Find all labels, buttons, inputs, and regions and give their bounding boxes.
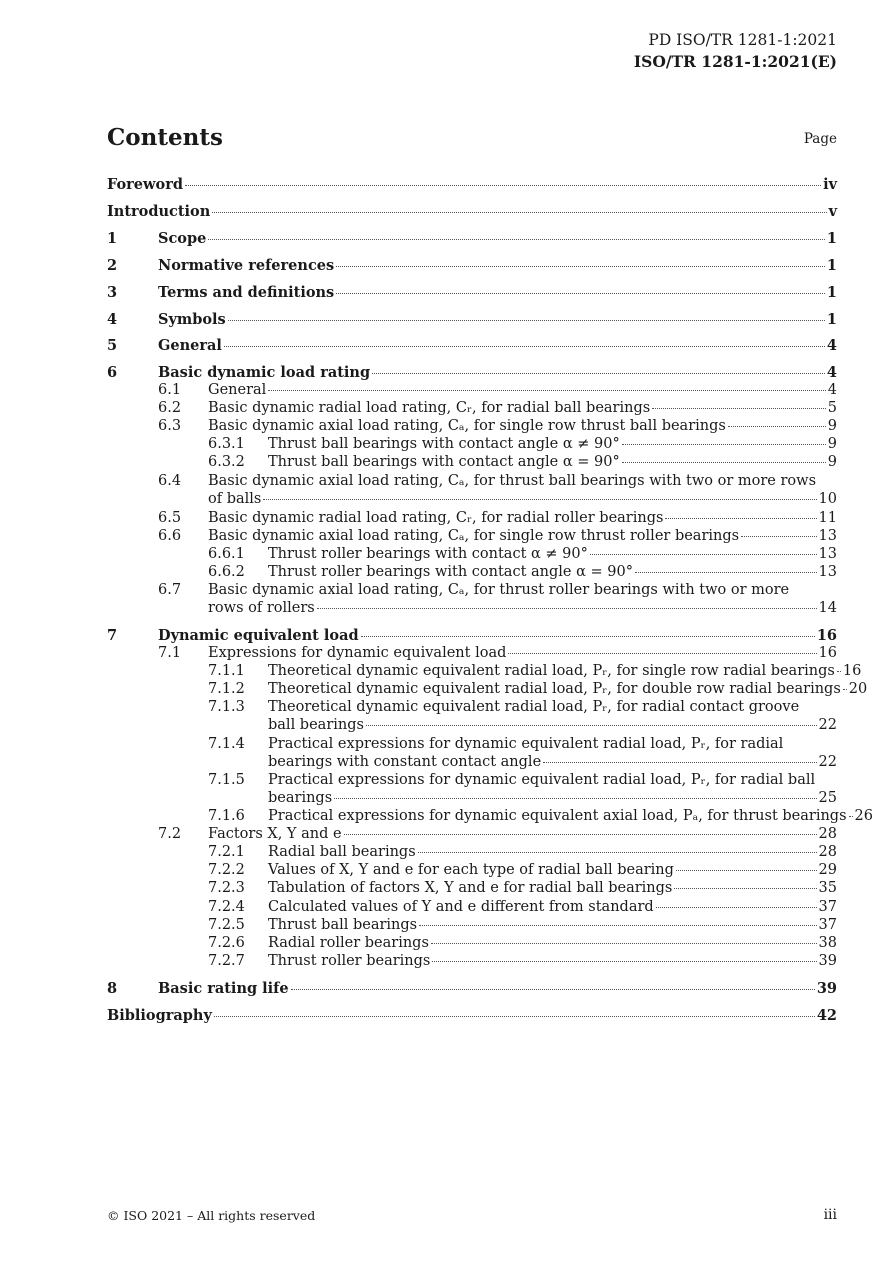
dot-leader	[361, 636, 815, 637]
dot-leader	[185, 185, 821, 186]
toc-entry-page: 38	[818, 935, 837, 951]
toc-entry-page: 37	[818, 899, 837, 915]
toc-entry-number: 6.4	[158, 473, 182, 489]
toc-entry[interactable]	[0, 363, 892, 382]
toc-entry-page: 1	[826, 230, 837, 247]
toc-entry-continuation[interactable]	[0, 716, 892, 735]
toc-entry-page: 14	[818, 600, 837, 616]
toc-entry[interactable]	[0, 680, 892, 699]
toc-entry-continuation[interactable]	[0, 490, 892, 509]
dot-leader	[652, 408, 826, 409]
toc-entry-page: 1	[826, 284, 837, 301]
dot-leader	[543, 762, 816, 763]
toc-entry-number: 2	[107, 257, 118, 274]
toc-entry-continuation[interactable]	[0, 599, 892, 618]
toc-entry-label: Practical expressions for dynamic equivalent radial load, Pᵣ, for radial ball	[268, 772, 816, 788]
dot-leader	[431, 943, 817, 944]
toc-entry-number: 7.2.2	[208, 862, 245, 878]
dot-leader	[336, 293, 825, 294]
toc-entry-label-continued: of balls	[208, 491, 262, 507]
toc-entry-page: 11	[818, 510, 837, 526]
toc-entry-label: Foreword	[107, 176, 183, 193]
toc-entry-page: 22	[818, 717, 837, 733]
toc-entry-number: 6.1	[158, 382, 182, 398]
toc-entry[interactable]	[0, 563, 892, 582]
toc-entry-number: 6.3.1	[208, 436, 245, 452]
dot-leader	[674, 888, 816, 889]
toc-entry-number: 4	[107, 311, 118, 328]
toc-entry-page: 5	[827, 400, 837, 416]
toc-entry-label-continued: ball bearings	[268, 717, 364, 733]
toc-entry-number: 7.1.1	[208, 663, 245, 679]
dot-leader	[622, 444, 826, 445]
toc-entry-page: 37	[818, 917, 837, 933]
toc-entry-label: General	[158, 337, 222, 354]
toc-entry-label: Thrust ball bearings with contact angle α ≠ 90°	[268, 436, 620, 452]
dot-leader	[656, 907, 817, 908]
page-column-label: Page	[803, 131, 837, 147]
toc-entry-label: Practical expressions for dynamic equivalent axial load, Pₐ, for thrust bearings	[268, 808, 847, 824]
dot-leader	[676, 870, 817, 871]
toc-entry-label: Basic dynamic axial load rating, Cₐ, for single row thrust roller bearings	[208, 528, 740, 544]
toc-entry-label: Terms and definitions	[158, 284, 335, 301]
copyright-notice: © ISO 2021 – All rights reserved	[107, 1208, 316, 1223]
toc-entry-page: 39	[818, 953, 837, 969]
toc-entry[interactable]	[0, 381, 892, 400]
toc-entry-label: Bibliography	[107, 1007, 212, 1024]
toc-entry-number: 6.6.1	[208, 546, 245, 562]
toc-entry-label-continued: bearings	[268, 790, 333, 806]
toc-entry-page: 22	[818, 754, 837, 770]
toc-entry[interactable]	[0, 807, 892, 826]
toc-entry-page: 20	[848, 681, 868, 697]
toc-entry-page: 1	[826, 257, 837, 274]
toc-entry-number: 7.1.3	[208, 699, 245, 715]
toc-entry-page: 16	[818, 645, 837, 661]
toc-entry-number: 6.3	[158, 418, 182, 434]
dot-leader	[432, 961, 816, 962]
toc-entry-label: General	[208, 382, 267, 398]
dot-leader	[228, 320, 825, 321]
toc-entry-label: Basic dynamic radial load rating, Cᵣ, for radial roller bearings	[208, 510, 664, 526]
toc-entry-number: 6.7	[158, 582, 182, 598]
toc-entry-number: 7.1.5	[208, 772, 245, 788]
toc-entry[interactable]	[0, 735, 892, 754]
toc-entry-label: Thrust roller bearings	[268, 953, 431, 969]
toc-entry-number: 6.2	[158, 400, 182, 416]
toc-entry[interactable]	[0, 399, 892, 418]
toc-entry[interactable]	[0, 527, 892, 546]
dot-leader	[843, 689, 847, 690]
toc-entry-number: 3	[107, 284, 118, 301]
dot-leader	[344, 834, 817, 835]
toc-entry-page: 13	[818, 546, 837, 562]
dot-leader	[419, 925, 816, 926]
document-id-line2: ISO/TR 1281-1:2021(E)	[633, 52, 837, 71]
toc-entry-label: Tabulation of factors X, Y and e for radial ball bearings	[268, 880, 673, 896]
dot-leader	[366, 725, 817, 726]
toc-entry-label: Theoretical dynamic equivalent radial load, Pᵣ, for double row radial bearings	[268, 681, 841, 697]
dot-leader	[224, 346, 825, 347]
toc-entry-label-continued: rows of rollers	[208, 600, 315, 616]
toc-entry[interactable]	[0, 509, 892, 528]
dot-leader	[508, 653, 816, 654]
toc-entry-page: 1	[826, 311, 837, 328]
toc-entry[interactable]	[0, 698, 892, 717]
toc-entry-label-continued: bearings with constant contact angle	[268, 754, 542, 770]
dot-leader	[214, 1016, 815, 1017]
toc-entry[interactable]	[0, 1006, 892, 1025]
toc-entry-number: 7.2.5	[208, 917, 245, 933]
dot-leader	[665, 518, 816, 519]
toc-entry-number: 8	[107, 980, 118, 997]
toc-entry[interactable]	[0, 175, 892, 194]
dot-leader	[336, 266, 825, 267]
toc-entry-number: 6.6	[158, 528, 182, 544]
toc-entry[interactable]	[0, 843, 892, 862]
toc-entry-label: Calculated values of Y and e different from standard	[268, 899, 654, 915]
toc-entry-number: 7.2.1	[208, 844, 245, 860]
toc-entry-number: 6.5	[158, 510, 182, 526]
toc-entry-label: Dynamic equivalent load	[158, 627, 359, 644]
toc-entry-label: Thrust roller bearings with contact α ≠ 90°	[268, 546, 588, 562]
toc-entry-number: 1	[107, 230, 118, 247]
toc-entry-number: 7.2.3	[208, 880, 245, 896]
toc-entry-page: 13	[818, 528, 837, 544]
toc-entry-label: Theoretical dynamic equivalent radial load, Pᵣ, for single row radial bearings	[268, 663, 835, 679]
toc-entry-continuation[interactable]	[0, 789, 892, 808]
toc-entry[interactable]	[0, 472, 892, 491]
toc-entry-page: iv	[823, 176, 837, 193]
toc-entry[interactable]	[0, 545, 892, 564]
toc-entry-page: 25	[818, 790, 837, 806]
toc-entry[interactable]	[0, 916, 892, 935]
toc-entry-number: 7.1.4	[208, 736, 245, 752]
toc-entry-label: Thrust ball bearings	[268, 917, 418, 933]
dot-leader	[741, 536, 816, 537]
toc-entry-page: 16	[816, 627, 837, 644]
dot-leader	[263, 499, 816, 500]
toc-entry-page: 9	[827, 454, 837, 470]
toc-entry-label: Basic dynamic radial load rating, Cᵣ, for radial ball bearings	[208, 400, 651, 416]
dot-leader	[728, 426, 826, 427]
toc-entry-page: 42	[816, 1007, 837, 1024]
toc-entry-label: Basic dynamic axial load rating, Cₐ, for thrust roller bearings with two or more	[208, 582, 790, 598]
toc-entry-number: 7.2.6	[208, 935, 245, 951]
dot-leader	[268, 390, 825, 391]
toc-entry-label: Basic dynamic load rating	[158, 364, 371, 381]
toc-entry[interactable]	[0, 229, 892, 248]
dot-leader	[849, 816, 853, 817]
toc-entry-page: 35	[818, 880, 837, 896]
dot-leader	[590, 554, 817, 555]
toc-entry-number: 6	[107, 364, 118, 381]
toc-entry-label: Factors X, Y and e	[208, 826, 342, 842]
toc-entry[interactable]	[0, 952, 892, 971]
dot-leader	[317, 608, 817, 609]
toc-entry-page: 4	[826, 337, 837, 354]
toc-entry-label: Values of X, Y and e for each type of radial ball bearing	[268, 862, 674, 878]
toc-entry[interactable]	[0, 979, 892, 998]
toc-entry-label: Thrust roller bearings with contact angle α = 90°	[268, 564, 633, 580]
toc-entry-label: Scope	[158, 230, 207, 247]
toc-entry[interactable]	[0, 435, 892, 454]
dot-leader	[334, 798, 816, 799]
dot-leader	[208, 239, 825, 240]
toc-entry[interactable]	[0, 879, 892, 898]
dot-leader	[635, 572, 817, 573]
toc-entry-number: 6.6.2	[208, 564, 245, 580]
toc-entry-page: 28	[818, 826, 837, 842]
dot-leader	[622, 462, 826, 463]
toc-entry-label: Theoretical dynamic equivalent radial load, Pᵣ, for radial contact groove	[268, 699, 800, 715]
toc-entry-label: Thrust ball bearings with contact angle α = 90°	[268, 454, 620, 470]
toc-entry-number: 6.3.2	[208, 454, 245, 470]
toc-entry-page: 9	[827, 418, 837, 434]
toc-entry-label: Normative references	[158, 257, 335, 274]
toc-entry[interactable]	[0, 453, 892, 472]
toc-entry-page: 29	[818, 862, 837, 878]
contents-title: Contents	[107, 124, 223, 151]
toc-entry-number: 5	[107, 337, 118, 354]
toc-entry[interactable]	[0, 771, 892, 790]
toc-entry-page: 10	[818, 491, 837, 507]
toc-entry-page: 13	[818, 564, 837, 580]
toc-entry-page: 39	[816, 980, 837, 997]
toc-entry[interactable]	[0, 202, 892, 221]
toc-entry[interactable]	[0, 825, 892, 844]
toc-entry-label: Introduction	[107, 203, 211, 220]
toc-entry-label: Radial ball bearings	[268, 844, 416, 860]
toc-entry-page: 26	[854, 808, 873, 824]
toc-entry[interactable]	[0, 310, 892, 329]
toc-entry-label: Symbols	[158, 311, 226, 328]
toc-entry[interactable]	[0, 644, 892, 663]
toc-entry-page: 9	[827, 436, 837, 452]
toc-entry-label: Practical expressions for dynamic equivalent radial load, Pᵣ, for radial	[268, 736, 784, 752]
toc-entry-page: 16	[842, 663, 862, 679]
toc-entry-page: v	[828, 203, 837, 220]
toc-entry[interactable]	[0, 256, 892, 275]
dot-leader	[372, 373, 825, 374]
document-id-line1: PD ISO/TR 1281-1:2021	[648, 31, 837, 49]
toc-entry[interactable]	[0, 934, 892, 953]
dot-leader	[418, 852, 817, 853]
dot-leader	[212, 212, 826, 213]
toc-entry-label: Basic dynamic axial load rating, Cₐ, for thrust ball bearings with two or more rows	[208, 473, 817, 489]
toc-entry-continuation[interactable]	[0, 753, 892, 772]
toc-entry[interactable]	[0, 898, 892, 917]
toc-entry[interactable]	[0, 283, 892, 302]
toc-entry-number: 7.1.2	[208, 681, 245, 697]
toc-entry[interactable]	[0, 662, 892, 681]
toc-entry-number: 7.2.7	[208, 953, 245, 969]
dot-leader	[291, 989, 815, 990]
toc-entry-page: 4	[826, 364, 837, 381]
toc-entry-number: 7.1.6	[208, 808, 245, 824]
dot-leader	[837, 671, 841, 672]
toc-entry[interactable]	[0, 861, 892, 880]
toc-entry-number: 7.2.4	[208, 899, 245, 915]
toc-entry-number: 7.1	[158, 645, 182, 661]
toc-entry[interactable]	[0, 626, 892, 645]
toc-entry-label: Radial roller bearings	[268, 935, 429, 951]
toc-entry-label: Basic rating life	[158, 980, 289, 997]
toc-entry[interactable]	[0, 336, 892, 355]
page-number: iii	[823, 1207, 837, 1223]
toc-entry-label: Basic dynamic axial load rating, Cₐ, for single row thrust ball bearings	[208, 418, 726, 434]
toc-entry-page: 28	[818, 844, 837, 860]
toc-entry-number: 7.2	[158, 826, 182, 842]
toc-entry[interactable]	[0, 417, 892, 436]
toc-entry-number: 7	[107, 627, 118, 644]
toc-entry[interactable]	[0, 581, 892, 600]
toc-entry-page: 4	[827, 382, 837, 398]
toc-entry-label: Expressions for dynamic equivalent load	[208, 645, 507, 661]
